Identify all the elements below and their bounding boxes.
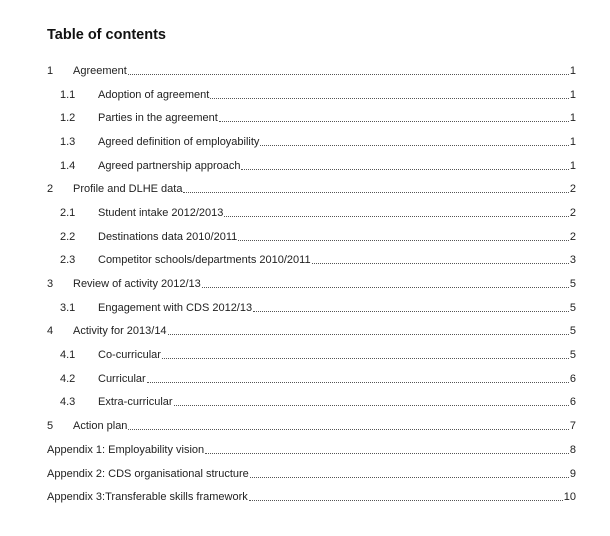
toc-entry[interactable] bbox=[0, 296, 610, 320]
toc-entry-line bbox=[98, 396, 576, 408]
toc-entry-number: 3.1 bbox=[60, 301, 76, 314]
toc-entry-line bbox=[98, 349, 576, 361]
toc-entry-line bbox=[47, 491, 576, 503]
toc-list bbox=[0, 59, 610, 509]
dot-leader bbox=[249, 500, 563, 501]
toc-entry-number: 2 bbox=[47, 183, 54, 196]
dot-leader bbox=[128, 74, 569, 75]
toc-entry-number: 1.4 bbox=[60, 159, 76, 172]
toc-entry-number: 4.2 bbox=[60, 372, 76, 385]
toc-page-number[interactable]: 5 bbox=[569, 349, 576, 362]
toc-entry-label[interactable]: Profile and DLHE data bbox=[73, 183, 183, 196]
toc-entry[interactable] bbox=[0, 414, 610, 438]
toc-entry[interactable] bbox=[0, 485, 610, 509]
toc-entry[interactable] bbox=[0, 154, 610, 178]
dot-leader bbox=[260, 145, 568, 146]
toc-entry-label[interactable]: Appendix 2: CDS organisational structure bbox=[47, 467, 249, 480]
toc-entry-line bbox=[98, 302, 576, 314]
toc-page-number[interactable]: 5 bbox=[569, 301, 576, 314]
toc-entry-label[interactable]: Student intake 2012/2013 bbox=[98, 206, 224, 219]
toc-entry[interactable] bbox=[0, 83, 610, 107]
toc-page-number[interactable]: 5 bbox=[569, 278, 576, 291]
toc-entry-line bbox=[73, 420, 576, 432]
toc-entry[interactable] bbox=[0, 391, 610, 415]
toc-page-number[interactable]: 1 bbox=[569, 159, 576, 172]
toc-entry-line bbox=[98, 136, 576, 148]
dot-leader bbox=[162, 358, 569, 359]
toc-entry-label[interactable]: Curricular bbox=[98, 372, 146, 385]
dot-leader bbox=[168, 334, 569, 335]
dot-leader bbox=[238, 240, 569, 241]
toc-entry[interactable] bbox=[0, 343, 610, 367]
toc-entry[interactable] bbox=[0, 177, 610, 201]
toc-entry-line bbox=[47, 468, 576, 480]
toc-entry-label[interactable]: Appendix 3:Transferable skills framework bbox=[47, 491, 248, 504]
toc-entry-number: 4.3 bbox=[60, 396, 76, 409]
dot-leader bbox=[128, 429, 568, 430]
toc-entry-line bbox=[98, 89, 576, 101]
toc-entry[interactable] bbox=[0, 201, 610, 225]
dot-leader bbox=[253, 311, 569, 312]
toc-entry-line bbox=[98, 112, 576, 124]
toc-entry-number: 1.2 bbox=[60, 112, 76, 125]
toc-entry-number: 2.1 bbox=[60, 206, 76, 219]
toc-entry-line bbox=[98, 373, 576, 385]
toc-page-number[interactable]: 2 bbox=[569, 183, 576, 196]
toc-entry-label[interactable]: Agreement bbox=[73, 64, 127, 77]
toc-entry-line bbox=[73, 65, 576, 77]
toc-page-number[interactable]: 6 bbox=[569, 396, 576, 409]
dot-leader bbox=[224, 216, 568, 217]
toc-entry-label[interactable]: Parties in the agreement bbox=[98, 112, 218, 125]
toc-entry[interactable] bbox=[0, 367, 610, 391]
toc-entry-number: 1 bbox=[47, 64, 54, 77]
toc-entry[interactable] bbox=[0, 106, 610, 130]
toc-page-number[interactable]: 1 bbox=[569, 88, 576, 101]
dot-leader bbox=[210, 98, 569, 99]
toc-heading: Table of contents bbox=[47, 27, 166, 43]
toc-entry-label[interactable]: Action plan bbox=[73, 420, 128, 433]
toc-entry[interactable] bbox=[0, 462, 610, 486]
toc-entry-label[interactable]: Agreed definition of employability bbox=[98, 135, 260, 148]
toc-entry-line bbox=[98, 207, 576, 219]
toc-entry[interactable] bbox=[0, 438, 610, 462]
toc-page-number[interactable]: 10 bbox=[563, 491, 576, 504]
toc-entry-number: 4 bbox=[47, 325, 54, 338]
toc-entry-label[interactable]: Review of activity 2012/13 bbox=[73, 278, 201, 291]
toc-entry[interactable] bbox=[0, 130, 610, 154]
toc-entry-line bbox=[98, 254, 576, 266]
toc-page-number[interactable]: 1 bbox=[569, 135, 576, 148]
toc-page-number[interactable]: 6 bbox=[569, 372, 576, 385]
dot-leader bbox=[174, 405, 569, 406]
toc-entry-number: 5 bbox=[47, 420, 54, 433]
dot-leader bbox=[183, 192, 568, 193]
toc-entry-line bbox=[73, 325, 576, 337]
toc-entry-number: 2.2 bbox=[60, 230, 76, 243]
toc-page-number[interactable]: 2 bbox=[569, 206, 576, 219]
dot-leader bbox=[219, 121, 569, 122]
dot-leader bbox=[147, 382, 569, 383]
toc-entry-line bbox=[98, 231, 576, 243]
toc-entry-label[interactable]: Extra-curricular bbox=[98, 396, 173, 409]
toc-page-number[interactable]: 7 bbox=[569, 420, 576, 433]
toc-entry-label[interactable]: Activity for 2013/14 bbox=[73, 325, 167, 338]
toc-page-number[interactable]: 1 bbox=[569, 112, 576, 125]
dot-leader bbox=[241, 169, 568, 170]
toc-page-number[interactable]: 5 bbox=[569, 325, 576, 338]
dot-leader bbox=[205, 453, 569, 454]
toc-entry-label[interactable]: Agreed partnership approach bbox=[98, 159, 241, 172]
toc-entry-line bbox=[73, 183, 576, 195]
toc-entry-label[interactable]: Appendix 1: Employability vision bbox=[47, 443, 205, 456]
toc-entry[interactable] bbox=[0, 225, 610, 249]
toc-entry[interactable] bbox=[0, 249, 610, 273]
toc-page-number[interactable]: 2 bbox=[569, 230, 576, 243]
toc-entry-line bbox=[73, 278, 576, 290]
toc-entry-line bbox=[47, 444, 576, 456]
toc-page-number[interactable]: 8 bbox=[569, 443, 576, 456]
toc-entry-label[interactable]: Destinations data 2010/2011 bbox=[98, 230, 238, 243]
dot-leader bbox=[312, 263, 569, 264]
dot-leader bbox=[202, 287, 569, 288]
toc-page-number[interactable]: 1 bbox=[569, 64, 576, 77]
toc-entry-number: 4.1 bbox=[60, 349, 76, 362]
toc-entry-number: 1.1 bbox=[60, 88, 76, 101]
toc-entry[interactable] bbox=[0, 272, 610, 296]
toc-entry-label[interactable]: Co-curricular bbox=[98, 349, 161, 362]
toc-page-number[interactable]: 9 bbox=[569, 467, 576, 480]
toc-page-number[interactable]: 3 bbox=[569, 254, 576, 267]
toc-entry-number: 1.3 bbox=[60, 135, 76, 148]
toc-entry-number: 2.3 bbox=[60, 254, 76, 267]
toc-entry[interactable] bbox=[0, 320, 610, 344]
toc-entry-label[interactable]: Engagement with CDS 2012/13 bbox=[98, 301, 253, 314]
toc-entry-line bbox=[98, 160, 576, 172]
toc-entry[interactable] bbox=[0, 59, 610, 83]
dot-leader bbox=[250, 477, 569, 478]
toc-entry-label[interactable]: Adoption of agreement bbox=[98, 88, 210, 101]
toc-entry-label[interactable]: Competitor schools/departments 2010/2011 bbox=[98, 254, 311, 267]
toc-entry-number: 3 bbox=[47, 278, 54, 291]
